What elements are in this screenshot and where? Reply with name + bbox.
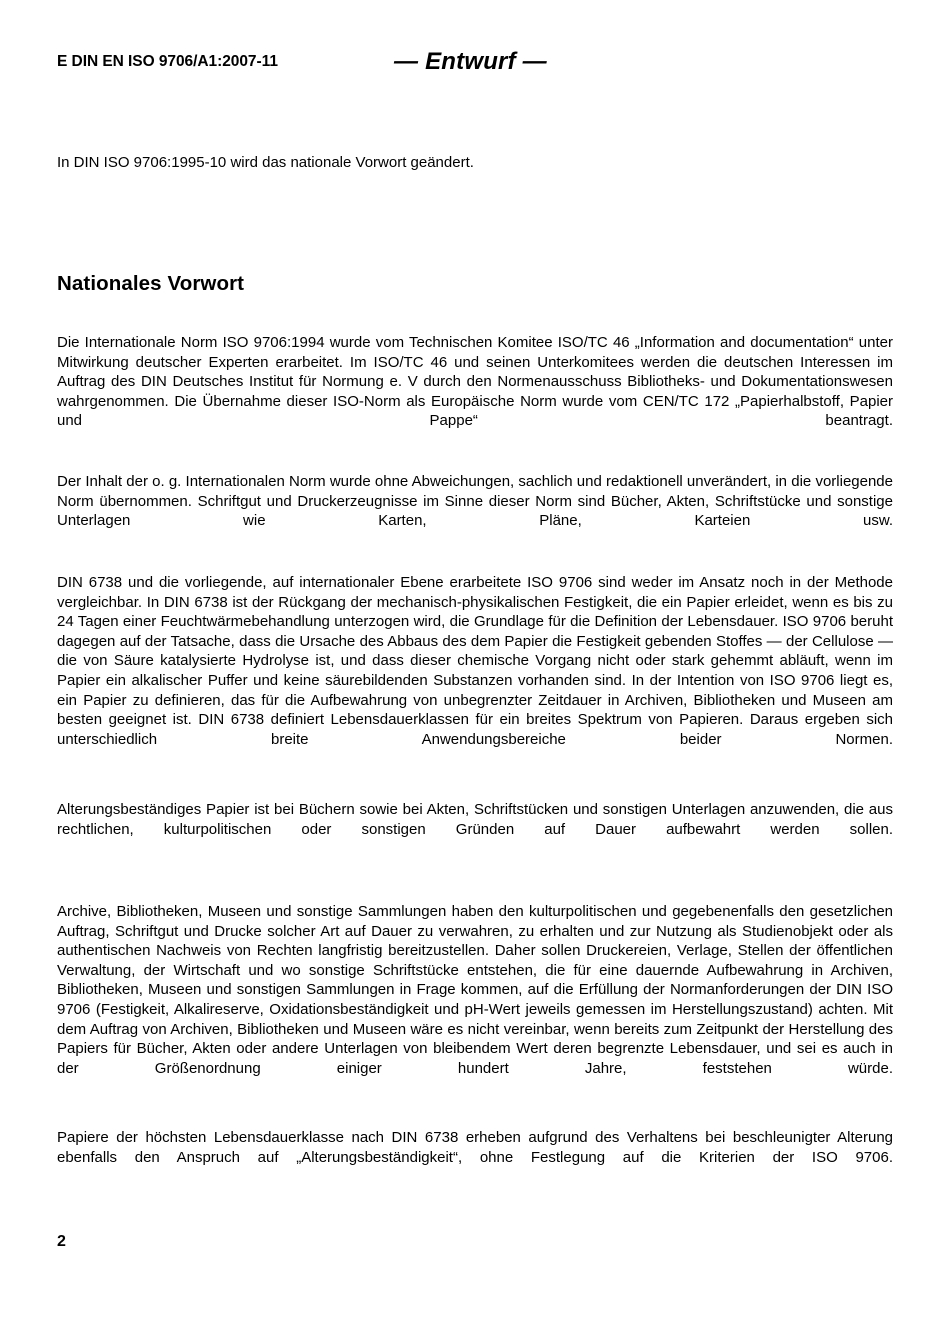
page-header [57,48,893,80]
draft-mark: — Entwurf — [394,48,547,75]
standard-number: E DIN EN ISO 9706/A1:2007-11 [57,53,278,70]
paragraph-6: Papiere der höchsten Lebensdauerklasse nach DIN 6738 erheben aufgrund des Verhaltens bei beschleunigter Alterung ebenfalls den Anspruch auf „Alterungsbeständigkeit“, ohne Festlegung auf die Kriterien der ISO 9706. [57,1129,893,1166]
intro-sentence: In DIN ISO 9706:1995-10 wird das nationale Vorwort geändert. [57,154,474,171]
paragraph-4: Alterungsbeständiges Papier ist bei Büchern sowie bei Akten, Schriftstücken und sonstigen Unterlagen anzuwenden, die aus rechtlichen, kulturpolitischen oder sonstigen Gründen auf Dauer aufbewahrt werden sollen. [57,801,893,838]
paragraph-3: DIN 6738 und die vorliegende, auf internationaler Ebene erarbeitete ISO 9706 sind weder im Ansatz noch in der Methode vergleichbar. In DIN 6738 ist der Rückgang der mechanisch-physikalischen Festigkeit, die ein Papier erleidet, wenn es bis zu 24 Tagen einer Feuchtwärmebehandlung unterzogen wird, die Grundlage für die Definition der Lebensdauer. ISO 9706 beruht dagegen auf der Tatsache, dass die Ursache des Abbaus des dem Papier die Festigkeit gebenden Stoffes — der Cellulose — die von Säure katalysierte Hydrolyse ist, und dass dieser chemische Vorgang nicht oder stark gehemmt abläuft, wenn im Papier ein alkalischer Puffer und keine säurebildenden Substanzen vorhanden sind. In der Intention von ISO 9706 liegt es, ein Papier zu definieren, das für die Aufbewahrung von unbegrenzter Zeitdauer in Archiven, Bibliotheken und Museen am besten geeignet ist. DIN 6738 definiert Lebensdauerklassen für ein breites Spektrum von Papieren. Daraus ergeben sich unterschiedlich breite Anwendungsbereiche beider Normen. [57,574,893,748]
page-number: 2 [57,1233,66,1250]
page-title: Nationales Vorwort [57,271,245,295]
page-footer [57,1232,893,1256]
paragraph-1: Die Internationale Norm ISO 9706:1994 wurde vom Technischen Komitee ISO/TC 46 „Information and documentation“ unter Mitwirkung deutscher Experten erarbeitet. Im ISO/TC 46 und seinen Unterkomitees werden die deutschen Interessen im Auftrag des DIN Deutsches Institut für Normung e. V durch den Normenausschuss Bibliotheks- und Dokumentationswesen wahrgenommen. Die Übernahme dieser ISO-Norm als Europäische Norm wurde vom CEN/TC 172 „Papierhalbstoff, Papier und Pappe“ beantragt. [57,334,893,430]
paragraph-2: Der Inhalt der o. g. Internationalen Norm wurde ohne Abweichungen, sachlich und redaktionell unverändert, in die vorliegende Norm übernommen. Schriftgut und Druckerzeugnisse im Sinne dieser Norm sind Bücher, Akten, Schriftstücke und sonstige Unterlagen wie Karten, Pläne, Karteien usw. [57,473,893,530]
paragraph-5: Archive, Bibliotheken, Museen und sonstige Sammlungen haben den kulturpolitischen und gegebenenfalls den gesetzlichen Auftrag, Schriftgut und Drucke solcher Art auf Dauer zu verwahren, zu erhalten und zur Nutzung als Studienobjekt oder als authentischen Nachweis von Rechten langfristig bereitzustellen. Daher sollen Druckereien, Verlage, Stellen der öffentlichen Verwaltung, der Wirtschaft und wo sonstige Schriftstücke entstehen, die für eine dauernde Aufbewahrung in Archiven, Bibliotheken, Museen und sonstigen Sammlungen in Frage kommen, auf die Erfüllung der Normanforderungen der DIN ISO 9706 (Festigkeit, Alkalireserve, Oxidationsbeständigkeit und pH-Wert jeweils gemessen im Herstellungszustand) achten. Mit dem Auftrag von Archiven, Bibliotheken und Museen wäre es nicht vereinbar, wenn bereits zum Zeitpunkt der Herstellung des Papiers für Bücher, Akten oder andere Unterlagen von bleibendem Wert deren begrenzte Lebensdauer, und sei es auch in der Größenordnung einiger hundert Jahre, feststehen würde. [57,903,893,1077]
